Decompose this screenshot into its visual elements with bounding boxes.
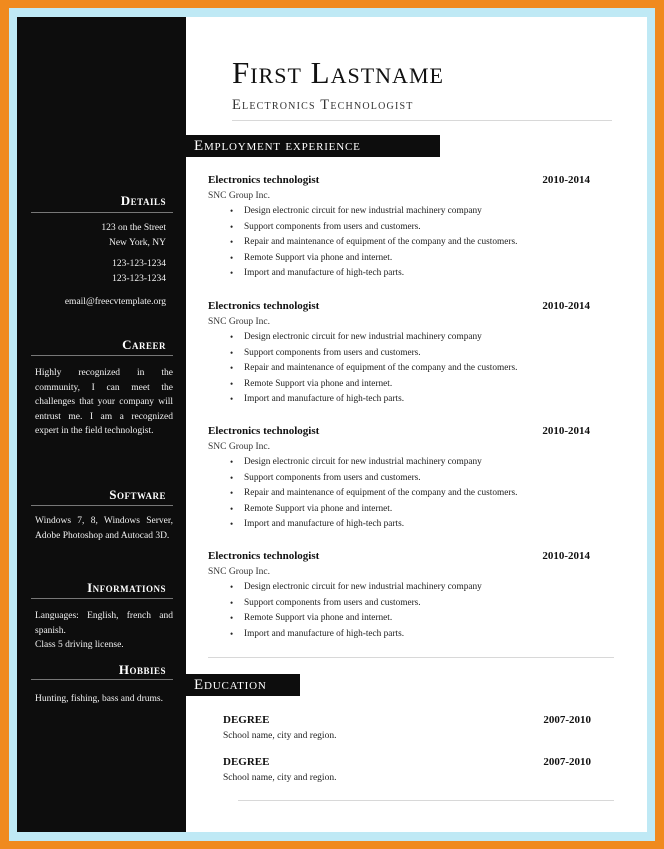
candidate-title: Electronics Technologist: [232, 97, 414, 113]
duty-item: • Remote Support via phone and internet.: [244, 502, 590, 518]
duty-item: • Import and manufacture of high-tech parts.: [244, 392, 590, 408]
address-line1: 123 on the Street: [101, 223, 166, 233]
informations-rule: [31, 598, 173, 599]
job-title: Electronics technologist: [208, 425, 320, 437]
job-entry: [208, 300, 590, 408]
candidate-name: First Lastname: [232, 55, 444, 90]
duty-item: • Remote Support via phone and internet.: [244, 377, 590, 393]
phone-2: 123-123-1234: [112, 274, 166, 284]
software-rule: [31, 505, 173, 506]
resume-page: [17, 17, 647, 832]
job-duties: [208, 204, 590, 282]
informations-license: Class 5 driving license.: [35, 640, 124, 650]
edu-detail: School name, city and region.: [223, 773, 337, 783]
hobbies-heading: Hobbies: [118, 662, 166, 677]
duty-item: • Design electronic circuit for new industrial machinery company: [244, 204, 590, 220]
job-title: Electronics technologist: [208, 174, 320, 186]
job-duties: [208, 455, 590, 533]
education-heading: Education: [186, 674, 300, 696]
section-rule: [208, 657, 614, 658]
duty-item: • Repair and maintenance of equipment of the company and the customers.: [244, 486, 590, 502]
duty-item: • Support components from users and customers.: [244, 346, 590, 362]
header-rule: [232, 120, 612, 121]
address-line2: New York, NY: [108, 238, 166, 248]
hobbies-text: Hunting, fishing, bass and drums.: [35, 694, 163, 704]
job-company: SNC Group Inc.: [208, 442, 271, 452]
job-years: 2010-2014: [542, 300, 590, 312]
duty-item: • Remote Support via phone and internet.: [244, 611, 590, 627]
duty-item: • Support components from users and customers.: [244, 220, 590, 236]
career-rule: [31, 355, 173, 356]
duty-item: • Import and manufacture of high-tech parts.: [244, 266, 590, 282]
duty-item: • Repair and maintenance of equipment of the company and the customers.: [244, 361, 590, 377]
details-rule: [31, 212, 173, 213]
job-company: SNC Group Inc.: [208, 317, 271, 327]
job-company: SNC Group Inc.: [208, 567, 271, 577]
job-years: 2010-2014: [542, 425, 590, 437]
informations-heading: Informations: [87, 580, 166, 595]
phone-1: 123-123-1234: [112, 259, 166, 269]
duty-item: • Repair and maintenance of equipment of the company and the customers.: [244, 235, 590, 251]
main-content: [186, 17, 647, 832]
employment-heading: Employment experience: [186, 135, 440, 157]
job-company: SNC Group Inc.: [208, 191, 271, 201]
email-text: email@freecvtemplate.org: [64, 297, 166, 307]
duty-item: • Remote Support via phone and internet.: [244, 251, 590, 267]
career-text: Highly recognized in the community, I can meet the challenges that your company will entrust me. I am a recognized expert in the field technologist.: [35, 368, 173, 436]
footer-rule: [238, 800, 614, 801]
edu-years: 2007-2010: [543, 714, 591, 726]
edu-detail: School name, city and region.: [223, 731, 337, 741]
duty-item: • Import and manufacture of high-tech parts.: [244, 517, 590, 533]
duty-item: • Import and manufacture of high-tech parts.: [244, 627, 590, 643]
software-heading: Software: [109, 487, 166, 502]
job-years: 2010-2014: [542, 174, 590, 186]
informations-languages: Languages: English, french and spanish.: [35, 611, 173, 636]
hobbies-rule: [31, 679, 173, 680]
career-heading: Career: [122, 337, 166, 352]
details-heading: Details: [120, 193, 166, 208]
duty-item: • Design electronic circuit for new industrial machinery company: [244, 580, 590, 596]
job-entry: [208, 174, 590, 282]
duty-item: • Design electronic circuit for new industrial machinery company: [244, 330, 590, 346]
duty-item: • Support components from users and customers.: [244, 596, 590, 612]
edu-degree: DEGREE: [223, 714, 270, 726]
duty-item: • Design electronic circuit for new industrial machinery company: [244, 455, 590, 471]
software-text: Windows 7, 8, Windows Server, Adobe Photoshop and Autocad 3D.: [35, 516, 173, 541]
job-entry: [208, 425, 590, 533]
job-entry: [208, 550, 590, 642]
job-title: Electronics technologist: [208, 300, 320, 312]
edu-years: 2007-2010: [543, 756, 591, 768]
job-title: Electronics technologist: [208, 550, 320, 562]
sidebar: [17, 17, 186, 832]
job-years: 2010-2014: [542, 550, 590, 562]
job-duties: [208, 580, 590, 642]
edu-degree: DEGREE: [223, 756, 270, 768]
duty-item: • Support components from users and customers.: [244, 471, 590, 487]
job-duties: [208, 330, 590, 408]
